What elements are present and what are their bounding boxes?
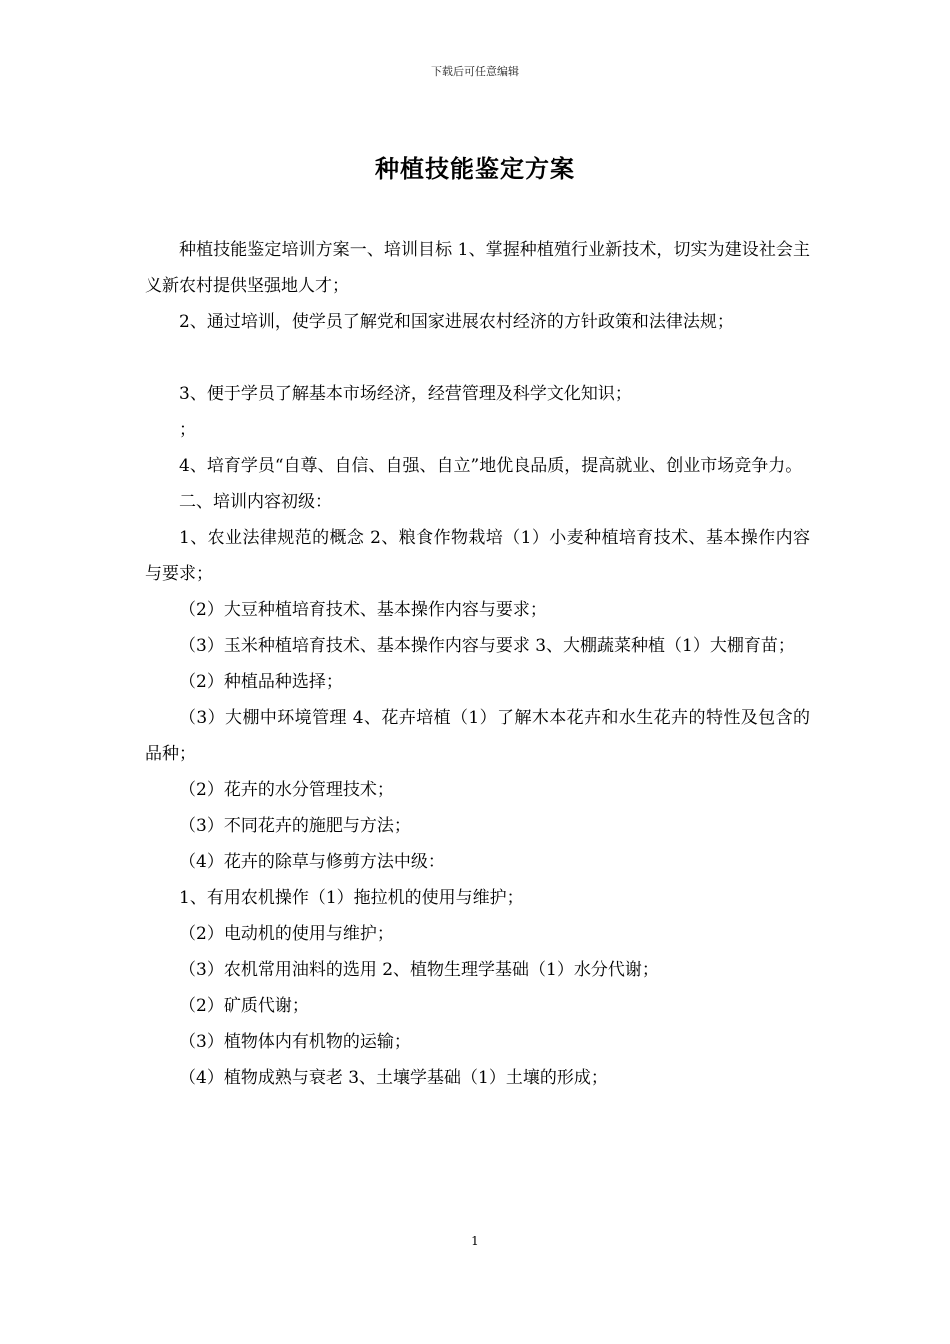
paragraph: （3）农机常用油料的选用 2、植物生理学基础（1）水分代谢； xyxy=(179,960,659,980)
paragraph: 4、培育学员“自尊、自信、自强、自立”地优良品质，提高就业、创业市场竞争力。 xyxy=(179,456,803,476)
paragraph: （2）种植品种选择； xyxy=(179,672,343,692)
document-title: 种植技能鉴定方案 xyxy=(375,154,575,183)
paragraph: （3）植物体内有机物的运输； xyxy=(179,1032,411,1052)
paragraph: 2、通过培训，使学员了解党和国家进展农村经济的方针政策和法律法规； xyxy=(179,312,734,332)
paragraph: （2）花卉的水分管理技术； xyxy=(179,780,394,800)
blank-paragraph xyxy=(145,340,810,376)
paragraph: （4）花卉的除草与修剪方法中级： xyxy=(179,852,445,872)
header-note: 下载后可任意编辑 xyxy=(431,65,519,78)
paragraph: （3）玉米种植培育技术、基本操作内容与要求 3、大棚蔬菜种植（1）大棚育苗； xyxy=(179,636,795,656)
paragraph: 1、有用农机操作（1）拖拉机的使用与维护； xyxy=(179,888,524,908)
paragraph: （2）矿质代谢； xyxy=(179,996,309,1016)
paragraph: ； xyxy=(179,420,196,440)
paragraph: （3）大棚中环境管理 4、花卉培植（1）了解木本花卉和水生花卉的特性及包含的品种； xyxy=(145,708,810,764)
paragraph: （2）电动机的使用与维护； xyxy=(179,924,394,944)
paragraph: （4）植物成熟与衰老 3、土壤学基础（1）土壤的形成； xyxy=(179,1068,608,1088)
paragraph: （3）不同花卉的施肥与方法； xyxy=(179,816,411,836)
paragraph: （2）大豆种植培育技术、基本操作内容与要求； xyxy=(179,600,547,620)
page-number: 1 xyxy=(471,1234,479,1248)
paragraph: 3、便于学员了解基本市场经济，经营管理及科学文化知识； xyxy=(179,384,632,404)
paragraph: 种植技能鉴定培训方案一、培训目标 1、掌握种植殖行业新技术，切实为建设社会主义新农村提供坚强地人才； xyxy=(145,240,810,296)
paragraph: 二、培训内容初级： xyxy=(179,492,332,512)
paragraph: 1、农业法律规范的概念 2、粮食作物栽培（1）小麦种植培育技术、基本操作内容与要求； xyxy=(145,528,810,584)
document-body xyxy=(145,232,810,1096)
